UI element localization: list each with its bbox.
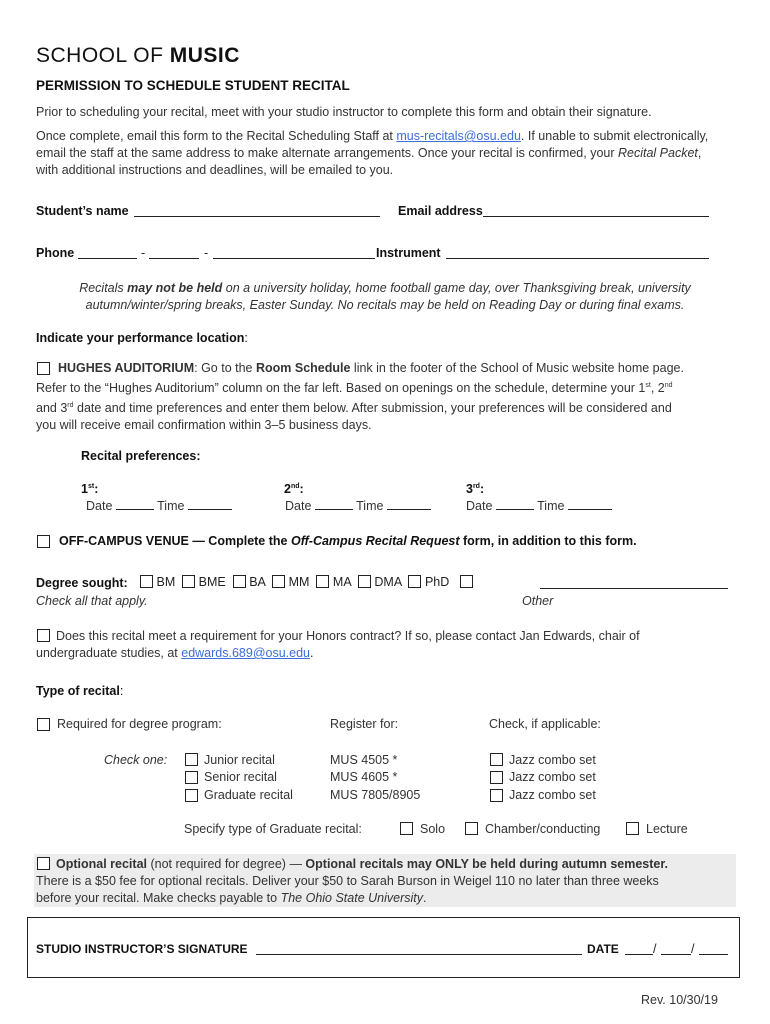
senior-jazz-label: Jazz combo set: [509, 770, 596, 784]
degree-bm-checkbox[interactable]: [140, 575, 153, 588]
required-degree-checkbox[interactable]: [37, 718, 50, 731]
phone-label: Phone: [36, 246, 75, 260]
preference-1-fields: Date Time: [86, 498, 232, 515]
check-all-note: Check all that apply.: [36, 594, 148, 608]
recital-preferences-label: Recital preferences:: [81, 449, 201, 463]
revision-date: Rev. 10/30/19: [641, 993, 718, 1007]
date-year-field[interactable]: [699, 943, 728, 955]
check-if-applicable-header: Check, if applicable:: [489, 717, 601, 731]
junior-recital-checkbox[interactable]: [185, 753, 198, 766]
solo-label: Solo: [420, 822, 446, 836]
off-campus-text: OFF-CAMPUS VENUE — Complete the Off-Campus Recital Request form, in addition to this form.: [59, 534, 637, 548]
date-day-field[interactable]: [661, 943, 691, 955]
phone-area-field[interactable]: [78, 247, 137, 259]
school-logo: SCHOOL OF MUSIC: [36, 44, 240, 67]
email-address-field[interactable]: [483, 205, 709, 217]
location-heading: Indicate your performance location:: [36, 331, 248, 345]
chamber-conducting-label: Chamber/conducting: [485, 822, 601, 836]
junior-course: MUS 4505 *: [330, 753, 398, 767]
required-degree-label: Required for degree program:: [57, 717, 222, 731]
recitals-email-link[interactable]: mus-recitals@osu.edu: [396, 129, 521, 143]
recital-restrictions-notice: Recitals may not be held on a university holiday, home football game day, over Thanksgiving break, university autumn/winter/spring breaks, Easter Sunday. No recitals may be held on Reading Day or during final exams.: [79, 281, 691, 312]
degree-other-checkbox[interactable]: [460, 575, 473, 588]
phone-prefix-field[interactable]: [149, 247, 199, 259]
date-slash: /: [653, 942, 657, 956]
hughes-auditorium-text: HUGHES AUDITORIUM: Go to the Room Schedule link in the footer of the School of Music website home page. Refer to the “Hughes Auditorium” column on the far left. Based on openings on the schedule, determine your 1st, 2nd and 3rd date and time preferences and enter them below. After submission, your preferences will be considered and you will receive email confirmation within 3–5 business days.: [36, 361, 684, 433]
junior-recital-label: Junior recital: [204, 753, 275, 767]
graduate-jazz-label: Jazz combo set: [509, 788, 596, 802]
phone-dash: -: [204, 246, 209, 260]
degree-bme-checkbox[interactable]: [182, 575, 195, 588]
phone-dash: -: [141, 246, 146, 260]
preference-3-date-field[interactable]: [496, 498, 534, 510]
intro-paragraph-2: Once complete, email this form to the Recital Scheduling Staff at mus-recitals@osu.edu. If unable to submit electronically, email the staff at the same address to make alternate arrangements. Once your recital is confirmed, your Recital Packet, with additional instructions and deadlines, will be emailed to you.: [36, 129, 709, 177]
degree-options: BM BME BA MM MA DMA PhD: [140, 575, 473, 589]
intro-paragraph-1: Prior to scheduling your recital, meet with your studio instructor to complete this form and obtain their signature.: [36, 105, 652, 119]
junior-jazz-checkbox[interactable]: [490, 753, 503, 766]
preference-1-time-field[interactable]: [188, 498, 232, 510]
honors-text: Does this recital meet a requirement for your Honors contract? If so, please contact Jan Edwards, chair of undergraduate studies, at edwards.689@osu.edu.: [36, 629, 640, 660]
degree-sought-label: Degree sought:: [36, 576, 128, 590]
instrument-field[interactable]: [446, 247, 709, 259]
check-one-label: Check one:: [104, 753, 168, 767]
degree-ba-checkbox[interactable]: [233, 575, 246, 588]
solo-checkbox[interactable]: [400, 822, 413, 835]
type-of-recital-heading: Type of recital:: [36, 684, 124, 698]
degree-mm-checkbox[interactable]: [272, 575, 285, 588]
email-address-label: Email address: [398, 204, 483, 218]
preference-1-label: 1st:: [81, 482, 99, 496]
chamber-conducting-checkbox[interactable]: [465, 822, 478, 835]
instrument-label: Instrument: [376, 246, 441, 260]
instructor-signature-field[interactable]: [256, 943, 582, 955]
preference-3-label: 3rd:: [466, 482, 485, 496]
page-title: PERMISSION TO SCHEDULE STUDENT RECITAL: [36, 78, 350, 93]
lecture-checkbox[interactable]: [626, 822, 639, 835]
preference-2-fields: Date Time: [285, 498, 431, 515]
student-name-label: Student’s name: [36, 204, 129, 218]
degree-ma-checkbox[interactable]: [316, 575, 329, 588]
degree-other-field[interactable]: [540, 577, 728, 589]
lecture-label: Lecture: [646, 822, 688, 836]
date-label: DATE: [587, 942, 619, 956]
preference-2-label: 2nd:: [284, 482, 304, 496]
senior-jazz-checkbox[interactable]: [490, 771, 503, 784]
graduate-type-label: Specify type of Graduate recital:: [184, 822, 362, 836]
graduate-recital-checkbox[interactable]: [185, 789, 198, 802]
other-label: Other: [522, 594, 554, 608]
off-campus-checkbox[interactable]: [37, 535, 50, 548]
senior-recital-checkbox[interactable]: [185, 771, 198, 784]
optional-recital-text: Optional recital (not required for degree) — Optional recitals may ONLY be held during autumn semester. There is a $50 fee for optional recitals. Deliver your $50 to Sarah Burson in Weigel 110 no later than three weeks before your recital. Make checks payable to The Ohio State University.: [36, 857, 669, 905]
graduate-jazz-checkbox[interactable]: [490, 789, 503, 802]
preference-1-date-field[interactable]: [116, 498, 154, 510]
junior-jazz-label: Jazz combo set: [509, 753, 596, 767]
register-for-header: Register for:: [330, 717, 399, 731]
instructor-signature-label: STUDIO INSTRUCTOR’S SIGNATURE: [36, 942, 248, 956]
graduate-course: MUS 7805/8905: [330, 788, 421, 802]
degree-phd-checkbox[interactable]: [408, 575, 421, 588]
student-name-field[interactable]: [134, 205, 380, 217]
senior-recital-label: Senior recital: [204, 770, 277, 784]
date-slash: /: [691, 942, 695, 956]
senior-course: MUS 4605 *: [330, 770, 398, 784]
preference-3-time-field[interactable]: [568, 498, 612, 510]
degree-dma-checkbox[interactable]: [358, 575, 371, 588]
preference-3-fields: Date Time: [466, 498, 612, 515]
graduate-recital-label: Graduate recital: [204, 788, 293, 802]
honors-email-link[interactable]: edwards.689@osu.edu: [181, 646, 310, 660]
phone-line-field[interactable]: [213, 247, 375, 259]
preference-2-time-field[interactable]: [387, 498, 431, 510]
date-month-field[interactable]: [625, 943, 653, 955]
preference-2-date-field[interactable]: [315, 498, 353, 510]
